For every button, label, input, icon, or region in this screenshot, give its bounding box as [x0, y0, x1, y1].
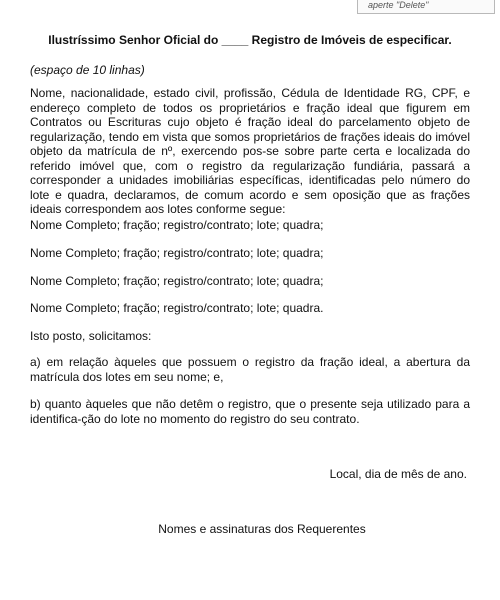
request-item-a: a) em relação àqueles que possuem o registro da fração ideal, a abertura da matrícula dos lotes em seu nome; e,: [30, 355, 470, 384]
hint-text: aperte "Delete": [368, 0, 429, 10]
request-intro: Isto posto, solicitamos:: [30, 329, 152, 343]
hint-box: [357, 0, 495, 14]
intro-paragraph: Nome, nacionalidade, estado civil, profissão, Cédula de Identidade RG, CPF, e endereço completo de todos os proprietários e fração ideal que figurem em Contratos ou Escrituras cujo objeto é fração ideal do parcelamento objeto de regularização, tendo em vista que somos proprietários de frações ideais do imóvel objeto da matrícula de nº, exercendo pos-se sobre parte certa e localizada do referido imóvel que, com o registro da regularização fundiária, passará a corresponder a unidades imobiliárias específicas, identificadas pelo número do lote e quadra, declaramos, de comum acordo e sem oposição que as frações ideais correspondem aos lotes conforme segue:: [30, 86, 470, 216]
owner-line: Nome Completo; fração; registro/contrato; lote; quadra;: [30, 218, 324, 232]
owner-line: Nome Completo; fração; registro/contrato; lote; quadra.: [30, 301, 324, 315]
document-title: Ilustríssimo Senhor Oficial do ____ Registro de Imóveis de especificar.: [48, 33, 452, 47]
owner-line: Nome Completo; fração; registro/contrato; lote; quadra;: [30, 274, 324, 288]
request-item-b: b) quanto àqueles que não detêm o registro, que o presente seja utilizado para a identifica-ção do lote no momento do registro do seu contrato.: [30, 397, 470, 426]
signatures-line: Nomes e assinaturas dos Requerentes: [158, 522, 366, 536]
space-note: (espaço de 10 linhas): [30, 63, 145, 77]
place-date: Local, dia de mês de ano.: [329, 467, 467, 481]
owner-line: Nome Completo; fração; registro/contrato; lote; quadra;: [30, 246, 324, 260]
